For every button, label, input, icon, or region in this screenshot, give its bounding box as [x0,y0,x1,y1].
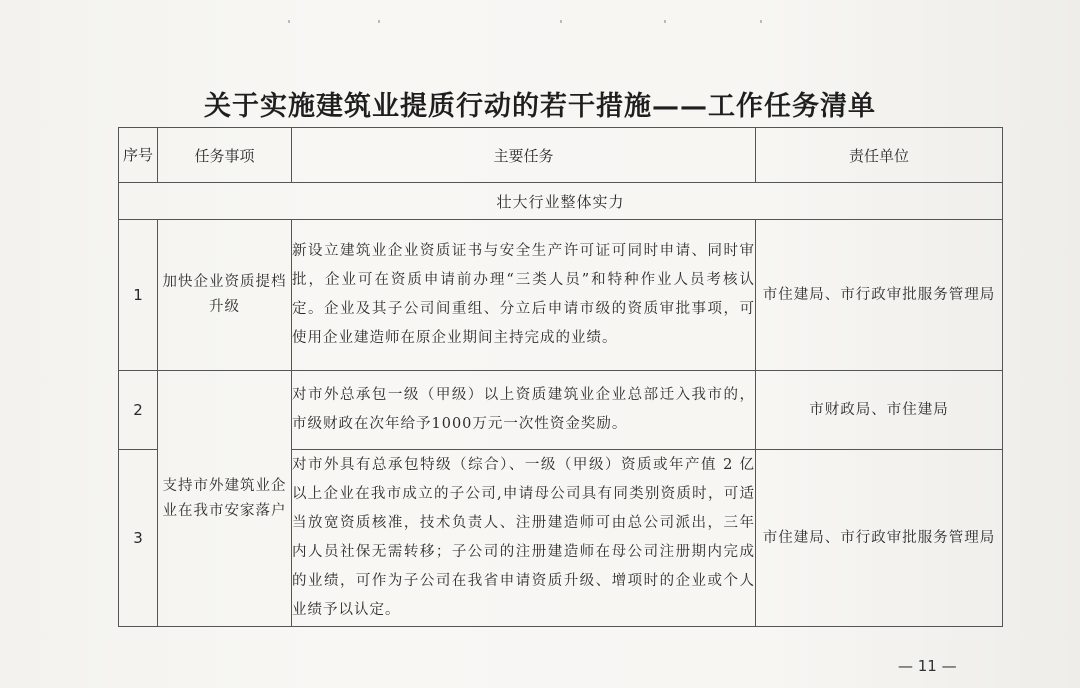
row-task: 对市外具有总承包特级（综合）、一级（甲级）资质或年产值 2 亿以上企业在我市成立的子公司,申请母公司具有同类别资质时，可适当放宽资质核准，技术负责人、注册建造师可由总公司派出，三年内人员社保无需转移；子公司的注册建造师在母公司注册期内完成的业绩，可作为子公司在我省申请资质升级、增项时的企业或个人业绩予以认定。 [292,450,756,627]
header-unit: 责任单位 [756,128,1003,183]
task-table [118,127,1003,627]
row-unit: 市住建局、市行政审批服务管理局 [756,450,1003,627]
document-title: 关于实施建筑业提质行动的若干措施——工作任务清单 [204,91,876,122]
row-item: 支持市外建筑业企业在我市安家落户 [158,371,292,627]
header-task: 主要任务 [292,128,756,183]
page-number: — 11 — [898,657,957,675]
scan-marks [0,20,1080,24]
section-title: 壮大行业整体实力 [119,183,1003,220]
row-unit: 市财政局、市住建局 [756,371,1003,450]
table-header-row [119,128,1003,183]
header-item: 任务事项 [158,128,292,183]
table-row [119,220,1003,371]
row-item: 加快企业资质提档升级 [158,220,292,371]
row-unit: 市住建局、市行政审批服务管理局 [756,220,1003,371]
row-number: 1 [119,220,158,371]
table-row [119,371,1003,450]
row-task: 对市外总承包一级（甲级）以上资质建筑业企业总部迁入我市的，市级财政在次年给予1000万元一次性资金奖励。 [292,371,756,450]
section-row [119,183,1003,220]
row-number: 3 [119,450,158,627]
row-number: 2 [119,371,158,450]
header-seq: 序号 [119,128,158,183]
row-task: 新设立建筑业企业资质证书与安全生产许可证可同时申请、同时审批，企业可在资质申请前办理“三类人员”和特种作业人员考核认定。企业及其子公司间重组、分立后申请市级的资质审批事项，可使用企业建造师在原企业期间主持完成的业绩。 [292,220,756,371]
